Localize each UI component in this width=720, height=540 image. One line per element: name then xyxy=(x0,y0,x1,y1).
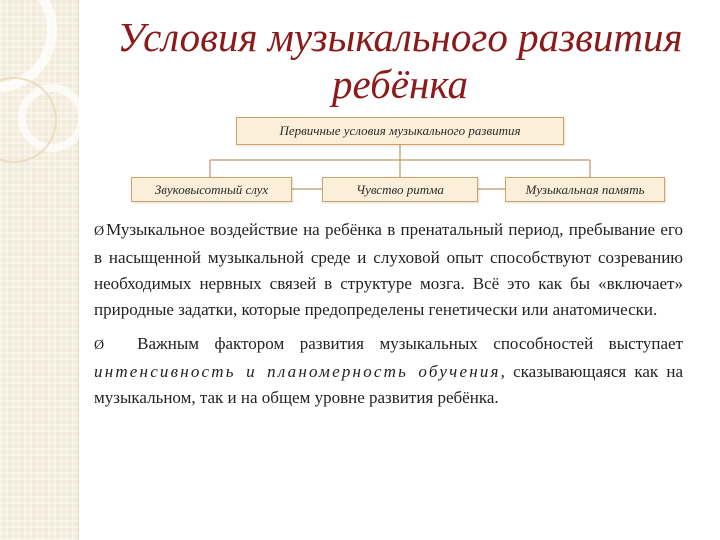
paragraph-text: Музыкальное воздействие на ребёнка в пренатальный период, пребывание его в насыщенной музыкальной среде и слуховой опыт способствуют созреванию необходимых нервных связей в структуре мозга. Всё это как бы «включает» природные задатки, которые предопределены генетически или анатомически. xyxy=(94,220,683,319)
title-line-1: Условия музыкального развития xyxy=(117,14,683,60)
paragraph-learning-intensity xyxy=(94,331,688,411)
diagram-root-box: Первичные условия музыкального развития xyxy=(236,117,564,145)
bullet-arrow-icon: Ø xyxy=(94,224,105,239)
paragraph-lead-text: Важным фактором развития музыкальных способностей выступает xyxy=(106,334,688,353)
conditions-diagram xyxy=(0,0,720,210)
bullet-arrow-icon: Ø xyxy=(94,338,105,353)
body-text xyxy=(94,217,688,411)
diagram-box-sense-of-rhythm: Чувство ритма xyxy=(322,177,478,202)
diagram-box-musical-memory: Музыкальная память xyxy=(505,177,665,202)
diagram-box-pitch-hearing: Звуковысотный слух xyxy=(131,177,292,202)
title-line-2: ребёнка xyxy=(332,61,468,107)
emphasis-text: интенсивность и планомерность обучения xyxy=(94,362,501,381)
paragraph-prenatal-influence xyxy=(94,217,683,323)
paragraph-tail-text: , сказывающаяся как на музыкальном, так и на общем уровне развития ребёнка. xyxy=(94,362,683,407)
